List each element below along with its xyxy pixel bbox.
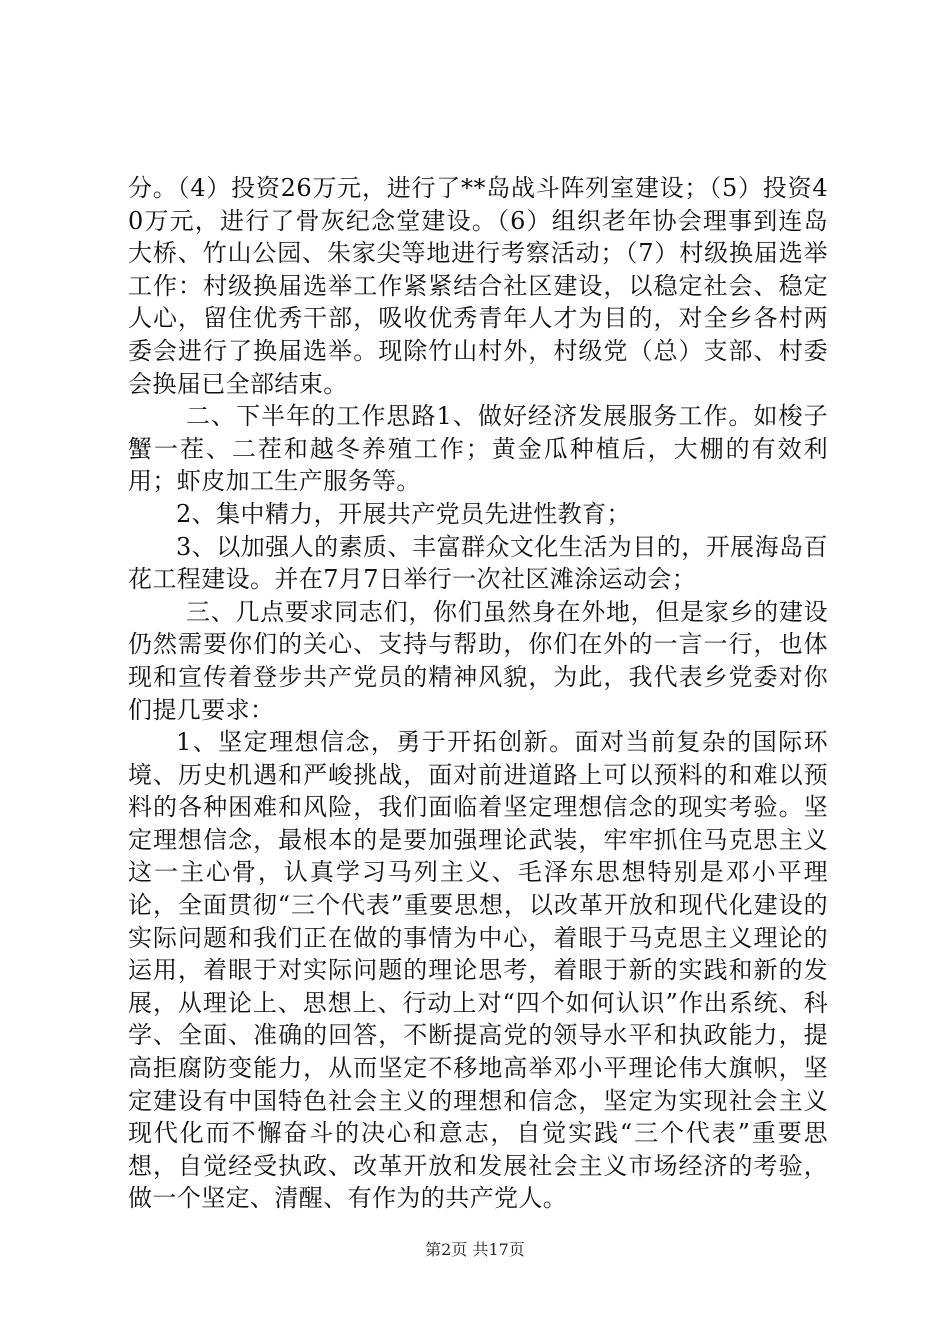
paragraph-requirements-intro: 三、几点要求同志们，你们虽然身在外地，但是家乡的建设仍然需要你们的关心、支持与帮助，你们在外的一言一行，也体现和宣传着登步共产党员的精神风貌，为此，我代表乡党委对你们提几要求：: [128, 597, 828, 724]
paragraph-investment-items: 分。（4）投资26万元，进行了**岛战斗阵列室建设；（5）投资40万元，进行了骨灰纪念堂建设。（6）组织老年协会理事到连岛大桥、竹山公园、朱家尖等地进行考察活动；（7）村级换届选举工作：村级换届选举工作紧紧结合社区建设，以稳定社会、稳定人心，留住优秀干部，吸收优秀青年人才为目的，对全乡各村两委会进行了换届选举。现除竹山村外，村级党（总）支部、村委会换届已全部结束。: [128, 174, 828, 398]
paragraph-item-2: 2、集中精力，开展共产党员先进性教育；: [176, 499, 631, 528]
paragraph-item-3: 3、以加强人的素质、丰富群众文化生活为目的，开展海岛百花工程建设。并在7月7日举行一次社区滩涂运动会；: [128, 532, 828, 594]
document-body: [128, 172, 828, 1215]
page-number-footer: 第2页 共17页: [425, 1240, 525, 1259]
paragraph-requirement-1: 1、坚定理想信念，勇于开拓创新。面对当前复杂的国际环境、历史机遇和严峻挑战，面对前进道路上可以预料的和难以预料的各种困难和风险，我们面临着坚定理想信念的现实考验。坚定理想信念，最根本的是要加强理论武装，牢牢抓住马克思主义这一主心骨，认真学习马列主义、毛泽东思想特别是邓小平理论，全面贯彻“三个代表”重要思想，以改革开放和现代化建设的实际问题和我们正在做的事情为中心，着眼于马克思主义理论的运用，着眼于对实际问题的理论思考，着眼于新的实践和新的发展，从理论上、思想上、行动上对“四个如何认识”作出系统、科学、全面、准确的回答，不断提高党的领导水平和执政能力，提高拒腐防变能力，从而坚定不移地高举邓小平理论伟大旗帜，坚定建设有中国特色社会主义的理想和信念，坚定为实现社会主义现代化而不懈奋斗的决心和意志，自觉实践“三个代表”重要思想，自觉经受执政、改革开放和发展社会主义市场经济的考验，做一个坚定、清醒、有作为的共产党人。: [128, 728, 828, 1213]
paragraph-second-half-plan: 二、下半年的工作思路1、做好经济发展服务工作。如梭子蟹一茬、二茬和越冬养殖工作；黄金瓜种植后，大棚的有效利用；虾皮加工生产服务等。: [128, 402, 828, 496]
